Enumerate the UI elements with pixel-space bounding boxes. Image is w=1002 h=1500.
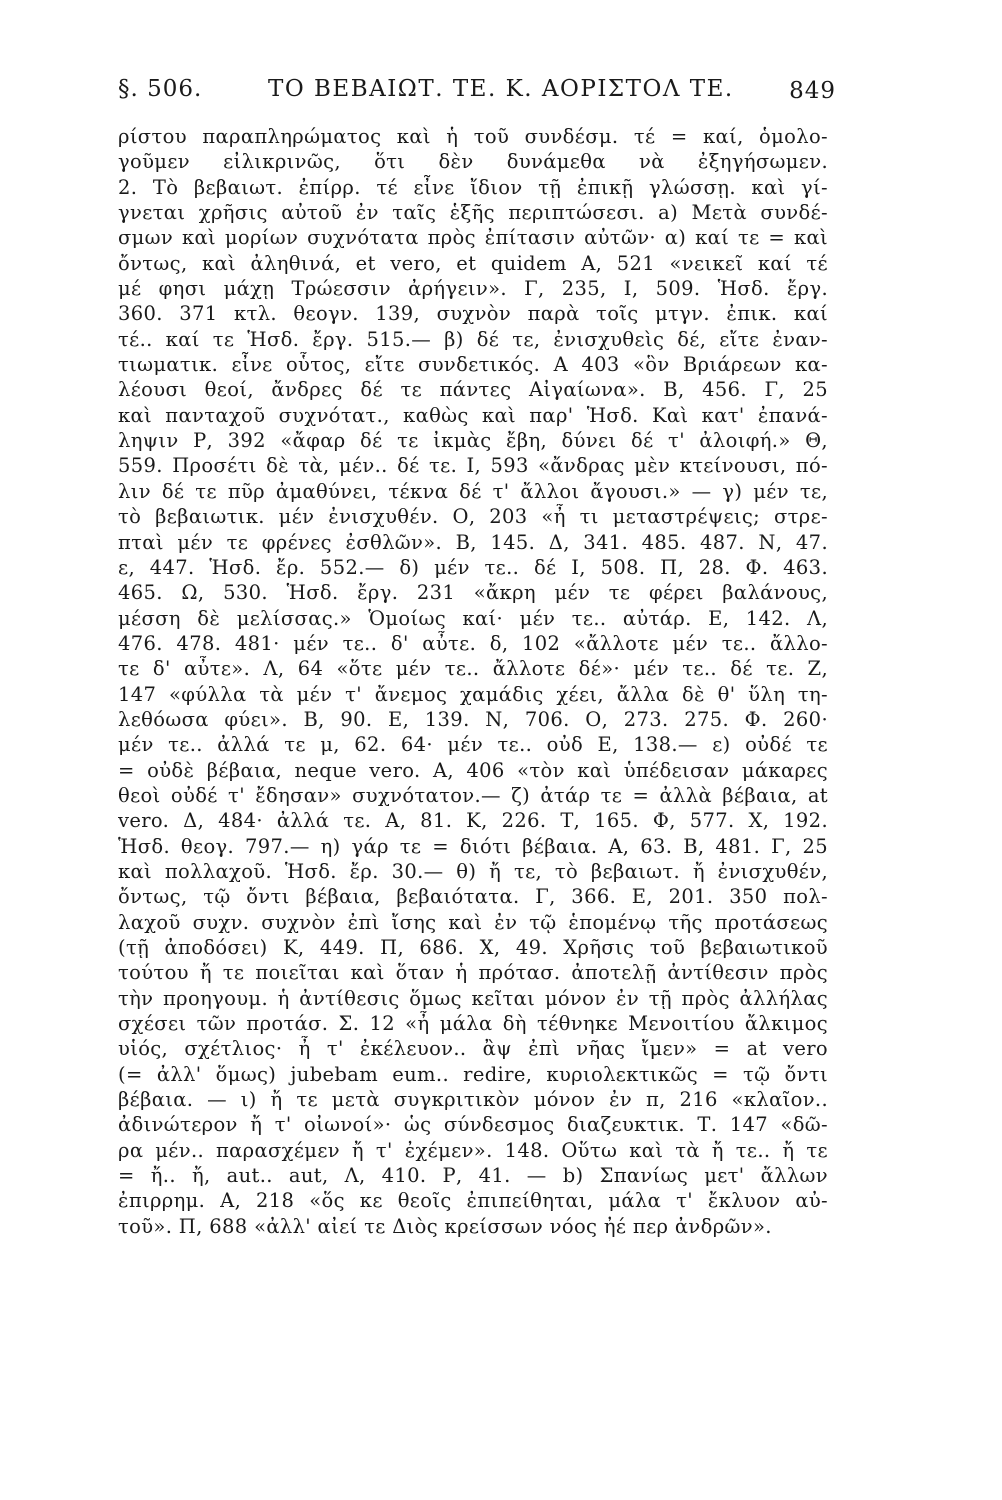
- text-line: ρίστου παραπληρώματος καὶ ἡ τοῦ συνδέσμ. τέ = καί, ὁμολο-: [118, 125, 828, 148]
- text-line: 465. Ω, 530. Ἡσδ. ἔργ. 231 «ἄκρη μέν τε φέρει βαλάνους,: [118, 581, 828, 605]
- running-head: [118, 76, 836, 116]
- text-line: 2. Τὸ βεβαιωτ. ἐπίρρ. τέ εἶνε ἴδιον τῇ ἐπικῇ γλώσσῃ. καὶ γί-: [118, 175, 828, 199]
- text-line: σμων καὶ μορίων συχνότατα πρὸς ἐπίτασιν αὐτῶν· α) καί τε = καὶ: [118, 226, 828, 250]
- text-line: ὄντως, τῷ ὄντι βέβαια, βεβαιότατα. Γ, 366. Ε, 201. 350 πολ-: [118, 885, 828, 909]
- text-line: 559. Προσέτι δὲ τὰ, μέν.. δέ τε. Ι, 593 «ἄνδρας μὲν κτείνουσι, πό-: [118, 454, 828, 478]
- text-line: τὸ βεβαιωτικ. μέν ἐνισχυθέν. Ο, 203 «ἦ τι μεταστρέψεις; στρε-: [118, 505, 828, 529]
- text-line: λέουσι θεοί, ἄνδρες δέ τε πάντες Αἰγαίωνα». Β, 456. Γ, 25: [118, 378, 828, 402]
- text-line: = οὐδὲ βέβαια, neque vero. Α, 406 «τὸν καὶ ὑπέδεισαν μάκαρες: [118, 758, 828, 782]
- text-line: καὶ πολλαχοῦ. Ἡσδ. ἔρ. 30.— θ) ἤ τε, τὸ βεβαιωτ. ἤ ἐνισχυθέν,: [118, 859, 828, 883]
- text-line: τε δ' αὖτε». Λ, 64 «ὅτε μέν τε.. ἄλλοτε δέ»· μέν τε.. δέ τε. Ζ,: [118, 657, 828, 681]
- text-line: ὄντως, καὶ ἀληθινά, et vero, et quidem Α, 521 «νεικεῖ καί τέ: [118, 251, 828, 275]
- text-line: 476. 478. 481· μέν τε.. δ' αὖτε. δ, 102 «ἄλλοτε μέν τε.. ἄλλο-: [118, 631, 828, 655]
- text-line: ρα μέν.. παρασχέμεν ἤ τ' ἐχέμεν». 148. Οὕτω καὶ τὰ ἤ τε.. ἤ τε: [118, 1138, 828, 1162]
- text-line: σχέσει τῶν προτάσ. Σ. 12 «ἦ μάλα δὴ τέθνηκε Μενοιτίου ἄλκιμος: [118, 1012, 828, 1036]
- text-line: τιωματικ. εἶνε οὗτος, εἴτε συνδετικός. Α 403 «ὃν Βριάρεων κα-: [118, 353, 828, 377]
- section-number: §. 506.: [118, 76, 203, 102]
- text-line: ἀδινώτερον ἤ τ' οἰωνοί»· ὡς σύνδεσμος διαζευκτικ. Τ. 147 «δῶ-: [118, 1113, 828, 1137]
- text-line: γοῦμεν εἰλικρινῶς, ὅτι δὲν δυνάμεθα νὰ ἐξηγήσωμεν.: [118, 150, 828, 174]
- text-line: μέσση δὲ μελίσσας.» Ὁμοίως καί· μέν τε.. αὐτάρ. Ε, 142. Λ,: [118, 606, 828, 630]
- text-line: βέβαια. — ι) ἤ τε μετὰ συγκριτικὸν μόνον ἐν π, 216 «κλαῖον..: [118, 1088, 828, 1112]
- text-line: πταὶ μέν τε φρένες ἐσθλῶν». Β, 145. Δ, 341. 485. 487. Ν, 47.: [118, 530, 828, 554]
- text-line: Ἡσδ. θεογ. 797.— η) γάρ τε = διότι βέβαια. Α, 63. Β, 481. Γ, 25: [118, 834, 828, 858]
- text-line: υἱός, σχέτλιος· ἦ τ' ἐκέλευον.. ἂψ ἐπὶ νῆας ἴμεν» = at vero: [118, 1037, 828, 1061]
- text-line: τοῦ». Π, 688 «ἀλλ' αἰεί τε Διὸς κρείσσων νόος ἠέ περ ἀνδρῶν».: [118, 1214, 772, 1238]
- text-line: (τῇ ἀποδόσει) Κ, 449. Π, 686. Χ, 49. Χρῆσις τοῦ βεβαιωτικοῦ: [118, 936, 828, 959]
- text-line: λιν δέ τε πῦρ ἀμαθύνει, τέκνα δέ τ' ἄλλοι ἄγουσι.» — γ) μέν τε,: [118, 479, 828, 503]
- text-line: ἐπιρρημ. Α, 218 «ὅς κε θεοῖς ἐπιπείθηται, μάλα τ' ἔκλυον αὐ-: [118, 1189, 828, 1213]
- text-line: = ἤ.. ἤ, aut.. aut, Λ, 410. Ρ, 41. — b) Σπανίως μετ' ἄλλων: [118, 1164, 828, 1188]
- body-text: [118, 124, 828, 1239]
- text-line: λαχοῦ συχν. συχνὸν ἐπὶ ἴσης καὶ ἐν τῷ ἑπομένῳ τῆς προτάσεως: [118, 910, 828, 934]
- page-number: 849: [789, 78, 836, 104]
- text-line: vero. Δ, 484· ἀλλά τε. Α, 81. Κ, 226. Τ, 165. Φ, 577. Χ, 192.: [118, 809, 828, 833]
- text-line: καὶ πανταχοῦ συχνότατ., καθὼς καὶ παρ' Ἡσδ. Καὶ κατ' ἐπανά-: [118, 403, 828, 427]
- text-line: ληψιν Ρ, 392 «ἄφαρ δέ τε ἰκμὰς ἔβη, δύνει δέ τ' ἀλοιφή.» Θ,: [118, 429, 828, 453]
- text-line: τὴν προηγουμ. ἡ ἀντίθεσις ὅμως κεῖται μόνον ἐν τῇ πρὸς ἀλλήλας: [118, 986, 828, 1010]
- text-line: 360. 371 κτλ. θεογν. 139, συχνὸν παρὰ τοῖς μτγν. ἐπικ. καί: [118, 302, 828, 326]
- text-line: (= ἀλλ' ὅμως) jubebam eum.. redire, κυριολεκτικῶς = τῷ ὄντι: [118, 1062, 828, 1086]
- text-line: ε, 447. Ἡσδ. ἔρ. 552.— δ) μέν τε.. δέ Ι, 508. Π, 28. Φ. 463.: [118, 555, 828, 579]
- text-line: μέν τε.. ἀλλά τε μ, 62. 64· μέν τε.. οὐδ Ε, 138.— ε) οὐδέ τε: [118, 733, 828, 757]
- text-line: μέ φησι μάχῃ Τρώεσσιν ἀρήγειν». Γ, 235, Ι, 509. Ἡσδ. ἔργ.: [118, 277, 828, 301]
- text-line: θεοὶ οὐδέ τ' ἔδησαν» συχνότατον.— ζ) ἀτάρ τε = ἀλλὰ βέβαια, at: [118, 783, 828, 807]
- running-title: ΤΟ ΒΕΒΑΙΩΤ. ΤΕ. Κ. ΑΟΡΙΣΤΟΛ ΤΕ.: [268, 76, 734, 102]
- text-line: τέ.. καί τε Ἡσδ. ἔργ. 515.— β) δέ τε, ἐνισχυθεὶς δέ, εἴτε ἐναν-: [118, 327, 828, 351]
- text-line: 147 «φύλλα τὰ μέν τ' ἄνεμος χαμάδις χέει, ἄλλα δὲ θ' ὕλη τη-: [118, 682, 828, 706]
- text-line: λεθόωσα φύει». Β, 90. Ε, 139. Ν, 706. Ο, 273. 275. Φ. 260·: [118, 707, 828, 731]
- text-line: γνεται χρῆσις αὐτοῦ ἐν ταῖς ἑξῆς περιπτώσεσι. a) Μετὰ συνδέ-: [118, 201, 828, 225]
- text-line: τούτου ἤ τε ποιεῖται καὶ ὅταν ἡ πρότασ. ἀποτελῇ ἀντίθεσιν πρὸς: [118, 961, 828, 985]
